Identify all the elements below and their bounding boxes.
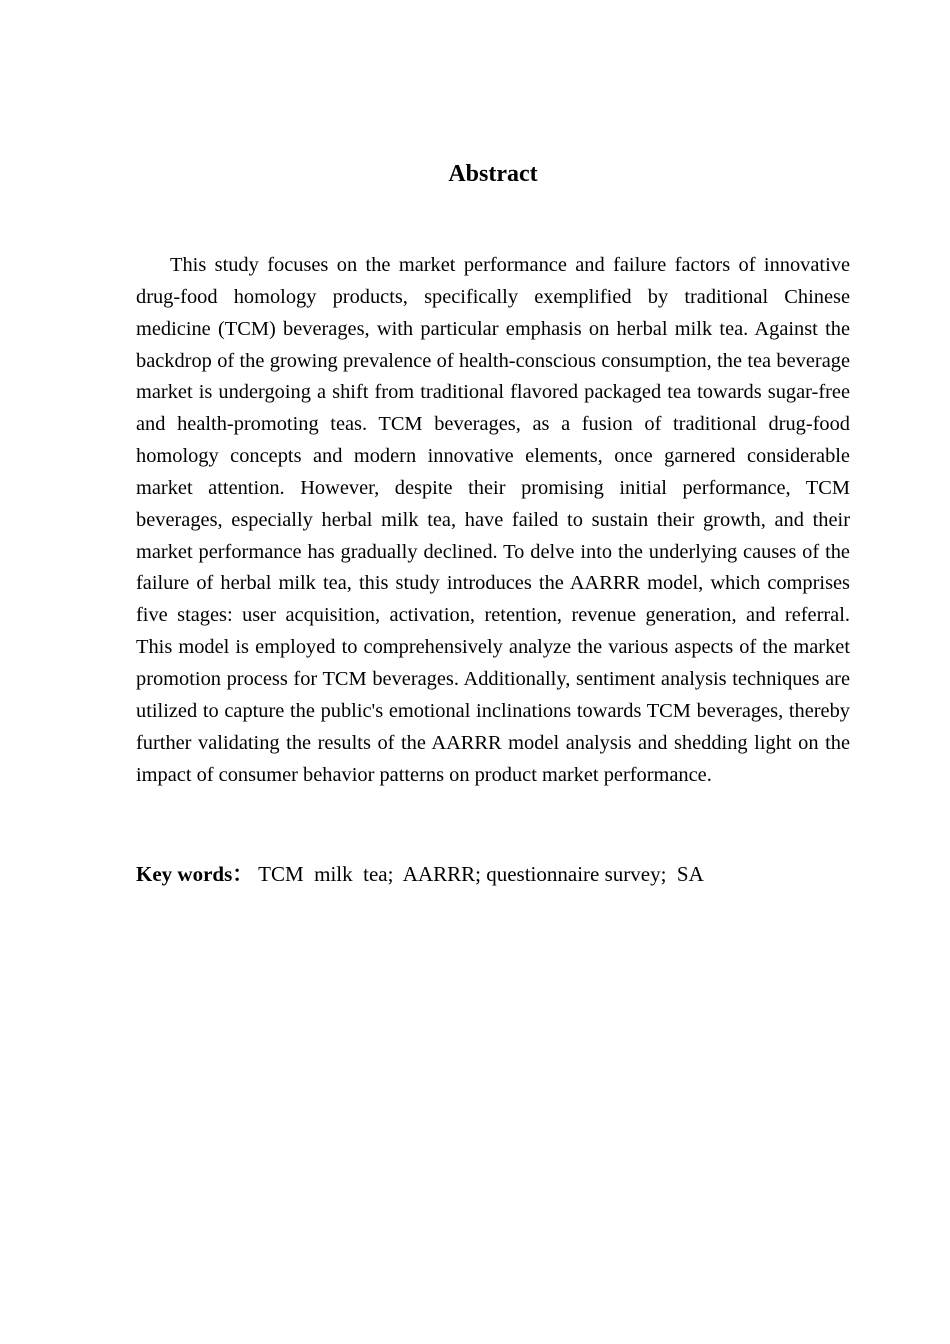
abstract-paragraph: This study focuses on the market performance and failure factors of innovative drug-food homology products, specifically exemplified by traditional Chinese medicine (TCM) beverages, with particular emphasis on herbal milk tea. Against the backdrop of the growing prevalence of health-conscious consumption, the tea beverage market is undergoing a shift from traditional flavored packaged tea towards sugar-free and health-promoting teas. TCM beverages, as a fusion of traditional drug-food homology concepts and modern innovative elements, once garnered considerable market attention. However, despite their promising initial performance, TCM beverages, especially herbal milk tea, have failed to sustain their growth, and their market performance has gradually declined. To delve into the underlying causes of the failure of herbal milk tea, this study introduces the AARRR model, which comprises five stages: user acquisition, activation, retention, revenue generation, and referral. This model is employed to comprehensively analyze the various aspects of the market promotion process for TCM beverages. Additionally, sentiment analysis techniques are utilized to capture the public's emotional inclinations towards TCM beverages, thereby further validating the results of the AARRR model analysis and shedding light on the impact of consumer behavior patterns on product market performance.	[136, 254, 850, 786]
abstract-title: Abstract	[448, 161, 538, 187]
keywords-label: Key words：	[136, 862, 254, 886]
keywords-line	[136, 858, 850, 890]
keywords-value: TCM milk tea; AARRR; questionnaire survey; SA	[258, 862, 704, 886]
